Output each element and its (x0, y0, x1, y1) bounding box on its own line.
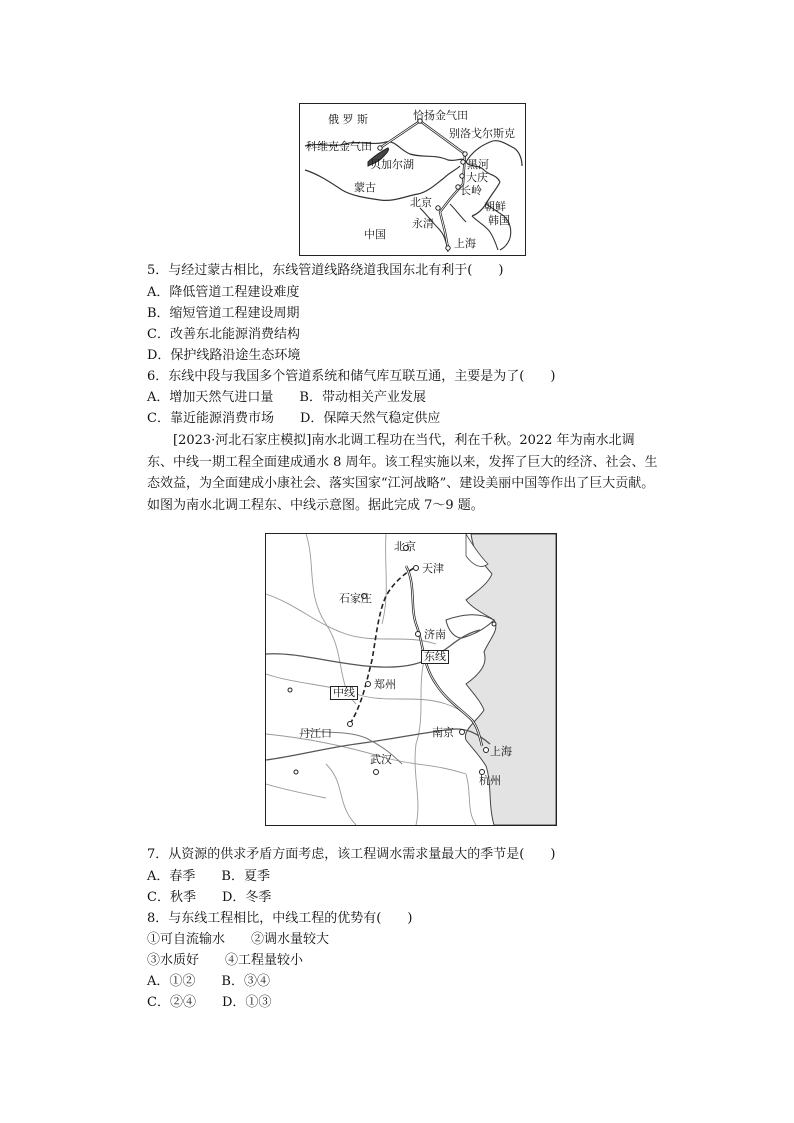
water-diversion-map-drawing (266, 534, 556, 825)
q8-options-ab: A．①② B．③④ (147, 974, 270, 989)
q5-option-a: A．降低管道工程建设难度 (147, 285, 300, 300)
russia-label: 俄 罗 斯 (328, 113, 368, 126)
shanghai-label: 上海 (454, 237, 476, 250)
korea-label: 朝鲜 (484, 200, 506, 213)
q7-options-ab: A．春季 B．夏季 (147, 869, 270, 884)
q8-stem: 8．与东线工程相比，中线工程的优势有( ) (147, 911, 413, 926)
zhengzhou-label: 郑州 (374, 678, 396, 691)
kovykta-label: 科维克金气田 (306, 140, 372, 153)
daqing-label: 大庆 (466, 171, 488, 184)
tianjin-label: 天津 (422, 562, 444, 575)
nanjing-label: 南京 (432, 726, 454, 739)
q5-option-d: D．保护线路沿途生态环境 (147, 348, 301, 363)
beijing-label: 北京 (394, 540, 416, 553)
beijing-label: 北京 (410, 196, 432, 209)
shijiazhuang-label: 石家庄 (339, 592, 372, 605)
q7-stem: 7．从资源的供求矛盾方面考虑，该工程调水需求量最大的季节是( ) (147, 847, 556, 862)
middle-line-label: 中线 (330, 686, 358, 700)
changling-label: 长岭 (460, 184, 482, 197)
mongolia-label: 蒙古 (354, 181, 376, 194)
heihe-label: 黑河 (467, 158, 489, 171)
china-label: 中国 (364, 228, 386, 241)
hangzhou-label: 杭州 (479, 774, 501, 787)
danjiangkou-label: 丹江口 (299, 727, 332, 740)
q8-options-cd: C．②④ D．①③ (147, 995, 272, 1010)
baikal-label: 贝加尔湖 (370, 158, 414, 171)
yongqing-label: 永清 (412, 217, 434, 230)
water-diversion-map (265, 533, 557, 826)
chayanda-label: 恰扬金气田 (413, 109, 468, 122)
intro-paragraph: [2023·河北石家庄模拟]南水北调工程功在当代，利在千秋。2022 年为南水北调东、中线一期工程全面建成通水 8 周年。该工程实施以来，发挥了巨大的经济、社会、生态效益，为全面建成小康社会、落实国家“江河战略”、建设美丽中国等作出了巨大贡献。如图为南水北调工程东、中线示意图。据此完成 7～9 题。 (147, 433, 658, 513)
wuhan-label: 武汉 (370, 753, 392, 766)
q8-items-34: ③水质好 ④工程量较小 (147, 953, 304, 968)
q5-option-b: B．缩短管道工程建设周期 (147, 306, 300, 321)
shanghai-label: 上海 (490, 745, 512, 758)
q6-options-cd: C．靠近能源消费市场 D．保障天然气稳定供应 (147, 411, 441, 426)
q5-stem: 5．与经过蒙古相比，东线管道线路绕道我国东北有利于( ) (147, 263, 504, 278)
rok-label: 韩国 (488, 214, 510, 227)
east-line-label: 东线 (421, 650, 449, 664)
q6-stem: 6．东线中段与我国多个管道系统和储气库互联互通，主要是为了( ) (147, 369, 556, 384)
blagoveshchensk-label: 别洛戈尔斯克 (449, 127, 515, 140)
q8-items-12: ①可自流输水 ②调水量较大 (147, 932, 330, 947)
q7-options-cd: C．秋季 D．冬季 (147, 890, 272, 905)
pipeline-map (299, 103, 526, 256)
jinan-label: 济南 (424, 628, 446, 641)
q6-options-ab: A．增加天然气进口量 B．带动相关产业发展 (147, 390, 426, 405)
q5-option-c: C．改善东北能源消费结构 (147, 327, 300, 342)
